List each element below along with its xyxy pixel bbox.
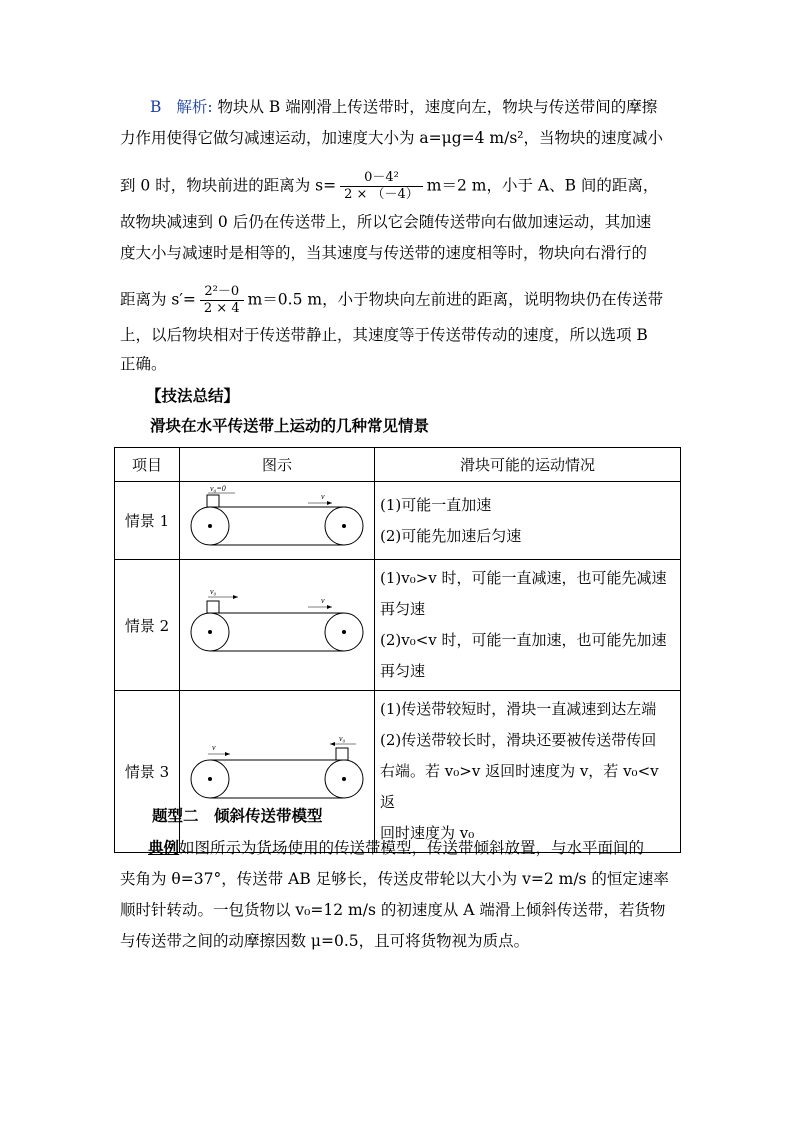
scenario-2-figure: [180, 560, 375, 691]
motion-line: (2)v₀<v 时，可能一直加速，也可能先加速: [380, 631, 667, 649]
example-line-3: 顺时针转动。一包货物以 v₀=12 m/s 的初速度从 A 端滑上倾斜传送带，若货物: [120, 901, 666, 919]
answer-line-1: [150, 97, 657, 117]
motion-line: (1)可能一直加速: [380, 495, 492, 514]
motion-line: 再匀速: [380, 600, 426, 618]
scenario-3-motion: [375, 691, 681, 853]
row-name: 情景 2: [115, 560, 180, 691]
table-row: [115, 560, 681, 691]
fraction-1: [340, 170, 423, 203]
answer-choice: B: [150, 98, 162, 116]
fraction-1-numerator: 0－4²: [340, 170, 423, 187]
type2-title: 题型二 倾斜传送带模型: [152, 806, 323, 825]
example-line-2: 夹角为 θ=37°，传送带 AB 足够长，传送皮带轮以大小为 v=2 m/s 的恒定速率: [120, 870, 669, 888]
example-label: 典例: [148, 838, 180, 857]
motion-line: (1)传送带较短时，滑块一直减速到达左端: [380, 700, 657, 718]
header-item: 项目: [115, 448, 180, 482]
answer-text-1: 物块从 B 端刚滑上传送带时，速度向左，物块与传送带间的摩擦: [217, 98, 658, 116]
scenario-table: [114, 447, 681, 853]
fraction-1-denominator: 2 × （－4）: [344, 187, 419, 202]
v-label: v: [212, 742, 216, 752]
table-row: [115, 482, 681, 560]
row-name: 情景 1: [115, 482, 180, 560]
conveyor-diagram-1: [180, 483, 374, 559]
header-figure: 图示: [180, 448, 375, 482]
v0-label: v₀=0: [210, 483, 226, 493]
answer-text-6a: 距离为 s′=: [120, 290, 196, 309]
answer-line-3: [120, 170, 658, 203]
answer-text-6b: m＝0.5 m，小于物块向左前进的距离，说明物块仍在传送带: [247, 290, 664, 309]
fraction-2-denominator: 2 × 4: [203, 301, 240, 316]
row-name: 情景 3: [115, 691, 180, 853]
answer-line-2: 力作用使得它做匀减速运动，加速度大小为 a=μg=4 m/s²，当物块的速度减小: [120, 129, 664, 147]
scenario-3-figure: [180, 691, 375, 853]
section-label: 【技法总结】: [146, 386, 240, 405]
motion-line: (2)传送带较长时，滑块还要被传送带传回: [380, 731, 657, 749]
example-line-1: [148, 838, 644, 858]
example-text-1: 如图所示为货场使用的传送带模型，传送带倾斜放置，与水平面间的: [179, 839, 645, 857]
table-header-row: [115, 448, 681, 482]
v-label: v: [321, 596, 325, 605]
analysis-label: 解析:: [176, 98, 213, 116]
motion-line: 右端。若 v₀>v 返回时速度为 v，若 v₀<v 返: [380, 762, 659, 811]
answer-line-6: [120, 284, 663, 317]
v0-label: v₀: [339, 733, 346, 743]
motion-line: (1)v₀>v 时，可能一直减速，也可能先减速: [380, 569, 667, 587]
answer-line-8: 正确。: [120, 355, 167, 373]
fraction-2: [200, 284, 244, 317]
answer-line-4: 故物块减速到 0 后仍在传送带上，所以它会随传送带向右做加速运动，其加速: [120, 213, 652, 231]
motion-line: 再匀速: [380, 662, 426, 680]
answer-line-7: 上，以后物块相对于传送带静止，其速度等于传送带传动的速度，所以选项 B: [120, 326, 648, 344]
answer-text-3a: 到 0 时，物块前进的距离为 s=: [120, 176, 337, 195]
v0-label: v₀: [210, 587, 217, 596]
example-line-4: 与传送带之间的动摩擦因数 μ=0.5，且可将货物视为质点。: [120, 932, 530, 950]
motion-line: (2)可能先加速后匀速: [380, 526, 522, 545]
fraction-2-numerator: 2²－0: [200, 284, 244, 301]
answer-text-3b: m＝2 m，小于 A、B 间的距离，: [426, 176, 659, 195]
scenario-1-motion: [375, 482, 681, 560]
conveyor-diagram-2: [180, 580, 374, 670]
header-motion: 滑块可能的运动情况: [375, 448, 681, 482]
table-row: [115, 691, 681, 853]
answer-line-5: 度大小与减速时是相等的，当其速度与传送带的速度相等时，物块向右滑行的: [120, 244, 648, 262]
motion-line: 回时速度为 v₀: [380, 824, 475, 842]
scenario-1-figure: [180, 482, 375, 560]
scenario-2-motion: [375, 560, 681, 691]
table-title: 滑块在水平传送带上运动的几种常见情景: [150, 416, 430, 435]
v-label: v: [321, 491, 325, 501]
conveyor-diagram-3: [180, 727, 374, 817]
